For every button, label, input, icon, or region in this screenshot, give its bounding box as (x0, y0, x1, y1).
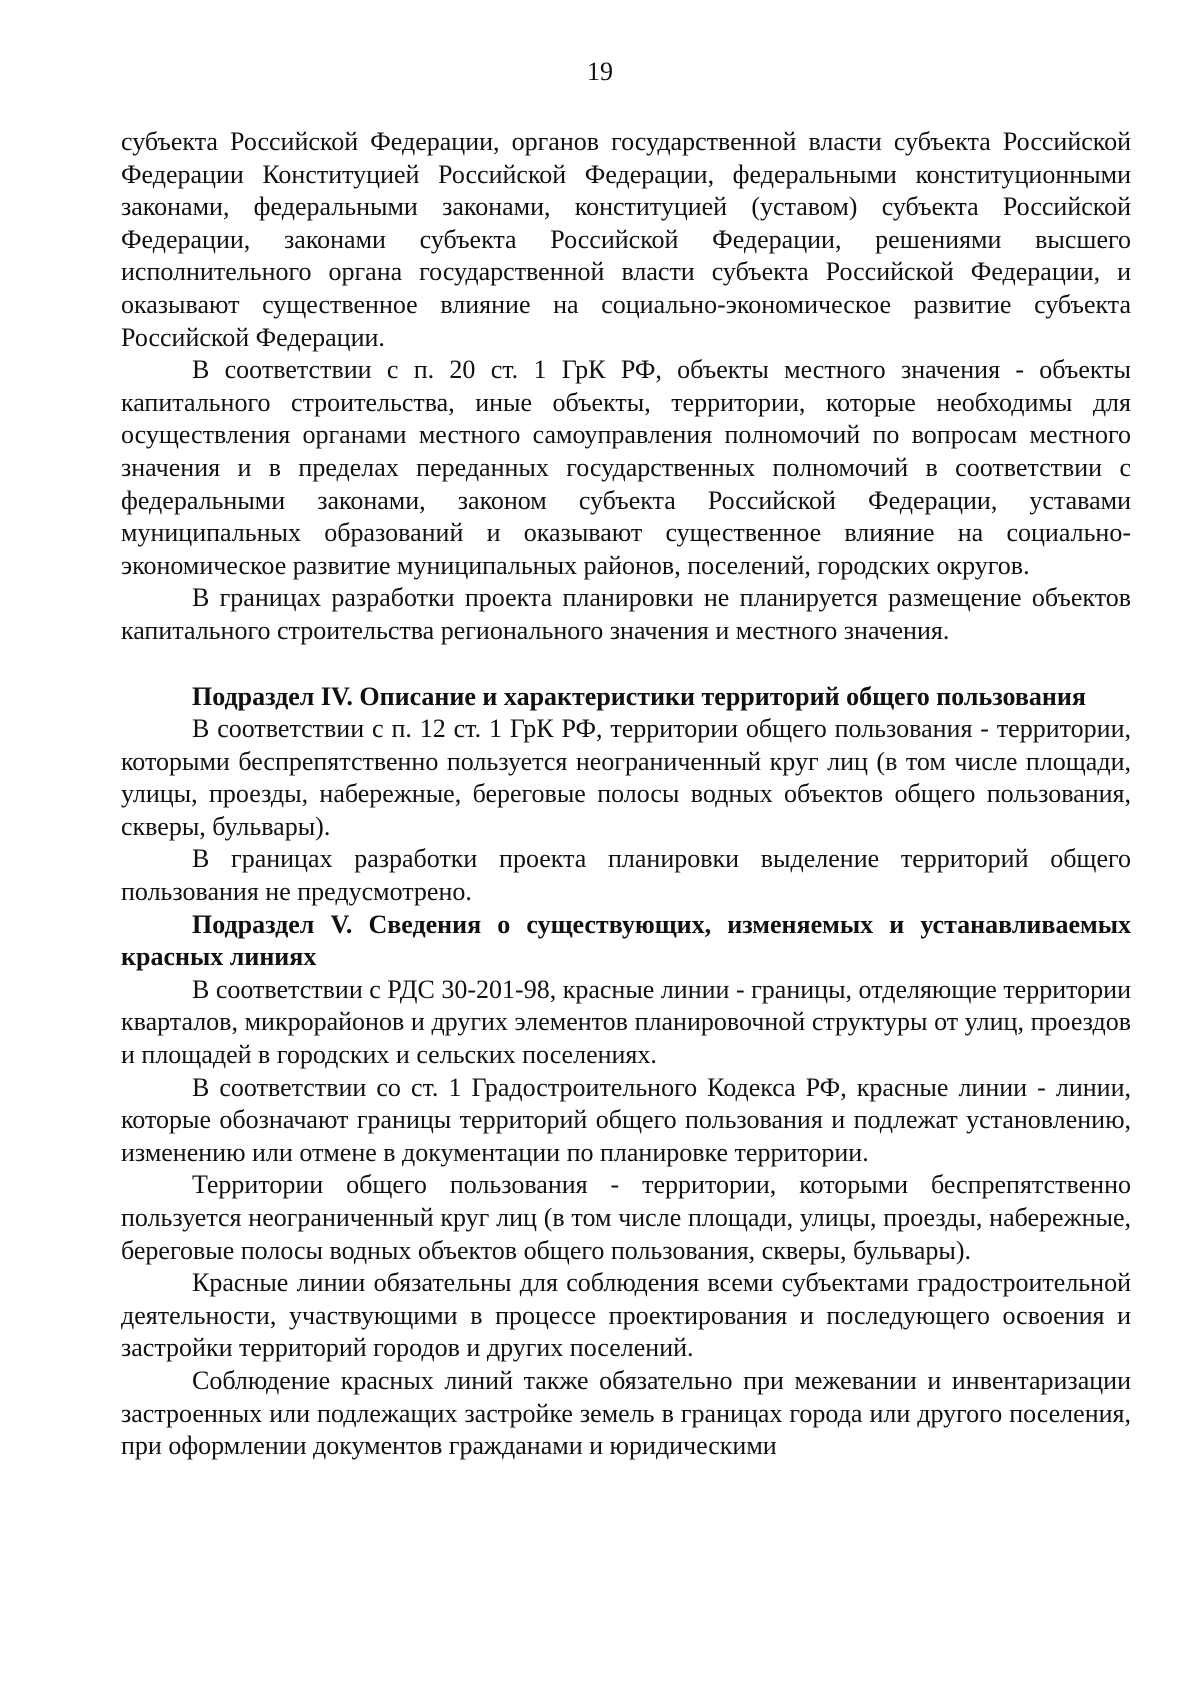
paragraph: В границах разработки проекта планировки не планируется размещение объектов капитального строительства регионального значения и местного значения. (121, 583, 1131, 645)
spacer (121, 648, 1131, 681)
paragraph: В границах разработки проекта планировки выделение территорий общего пользования не предусмотрено. (121, 844, 1131, 907)
paragraph: В соответствии со ст. 1 Градостроительного Кодекса РФ, красные линии - линии, которые обозначают границы территорий общего пользования и подлежат установлению, изменению или отмене в документации по планировке территории. (121, 1072, 1131, 1167)
paragraph: Территории общего пользования - территории, которыми беспрепятственно пользуется неограниченный круг лиц (в том числе площади, улицы, проезды, набережные, береговые полосы водных объектов общего пользования, скверы, бульвары). (121, 1170, 1131, 1265)
paragraph: В соответствии с РДС 30-201-98, красные линии - границы, отделяющие территории кварталов, микрорайонов и других элементов планировочной структуры от улиц, проездов и площадей в городских и сельских поселениях. (121, 974, 1131, 1070)
paragraph: Красные линии обязательны для соблюдения всеми субъектами градостроительной деятельности, участвующими в процессе проектирования и последующего освоения и застройки территорий городов и других поселений. (121, 1268, 1131, 1363)
paragraph: В соответствии с п. 20 ст. 1 ГрК РФ, объекты местного значения - объекты капитального строительства, иные объекты, территории, которые необходимы для осуществления органами местного самоуправления полномочий по вопросам местного значения и в пределах переданных государственных полномочий в соответствии с федеральными законами, законом субъекта Российской Федерации, уставами муниципальных образований и оказывают существенное влияние на социально-экономическое развитие муниципальных районов, поселений, городских округов. (121, 355, 1131, 580)
paragraph: В соответствии с п. 12 ст. 1 ГрК РФ, территории общего пользования - территории, которыми беспрепятственно пользуется неограниченный круг лиц (в том числе площади, улицы, проезды, набережные, береговые полосы водных объектов общего пользования, скверы, бульвары). (121, 714, 1131, 841)
page-number: 19 (587, 57, 613, 86)
section-heading-iv: Подраздел IV. Описание и характеристики территорий общего пользования (192, 681, 1086, 711)
paragraph: Соблюдение красных линий также обязательно при межевании и инвентаризации застроенных или подлежащих застройке земель в границах города или другого поселения, при оформлении документов гражданами и юридическими (121, 1365, 1131, 1461)
section-heading-v: Подраздел V. Сведения о существующих, изменяемых и устанавливаемых красных линиях (121, 909, 1131, 972)
paragraph: субъекта Российской Федерации, органов государственной власти субъекта Российской Федерации Конституцией Российской Федерации, федеральными конституционными законами, федеральными законами, конституцией (уставом) субъекта Российской Федерации, законами субъекта Российской Федерации, решениями высшего исполнительного органа государственной власти субъекта Российской Федерации, и оказывают существенное влияние на социально-экономическое развитие субъекта Российской Федерации. (121, 127, 1131, 352)
document-body (121, 126, 1131, 1463)
